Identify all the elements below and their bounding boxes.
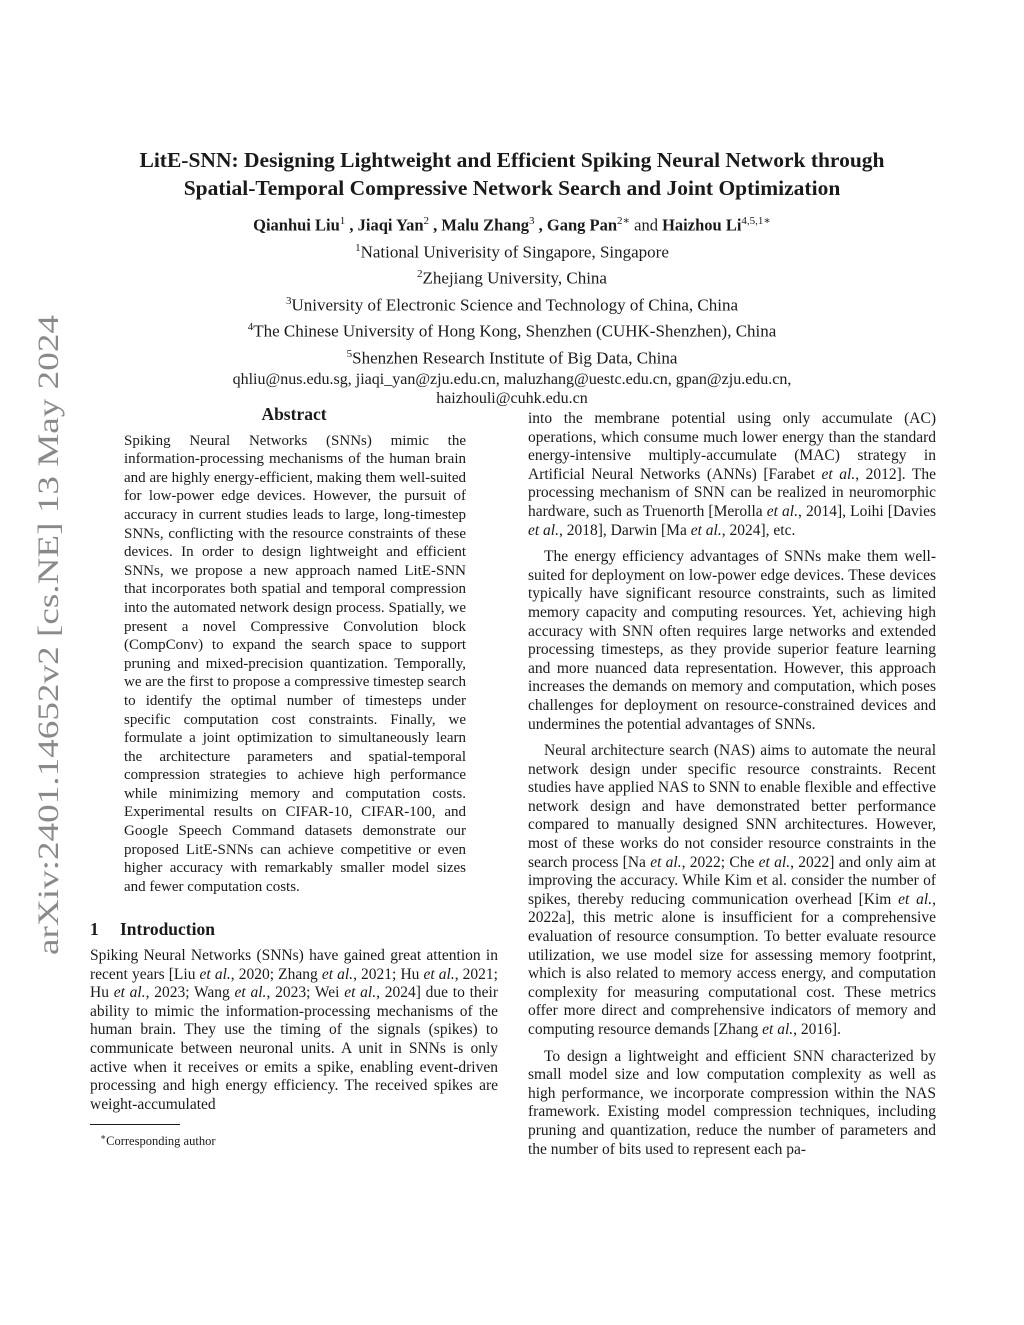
intro-paragraph: Spiking Neural Networks (SNNs) have gained great attention in recent years [Liu et al., 2020; Zhang et al., 2021; Hu et al., 2021; Hu et al., 2023; Wang et al., 2023; Wei et al., 2024] due to their ability to mimic the information-processing mechanisms of the human brain. They use the timing of the signals (spikes) to communicate between neuronal units. A unit in SNNs is only active when it receives or emits a spike, enabling event-driven processing and high energy efficiency. The received spikes are weight-accumulated [90, 947, 499, 1113]
author-list: Qianhui Liu$^1$ , Jiaqi Yan$^2$ , Malu Zhang$^3$ , Gang Pan$^{2∗}$ and Haizhou $Li^{4,5,1∗}$ [253, 215, 771, 235]
affiliation [60, 290, 964, 317]
section-title: Introduction [120, 919, 215, 940]
footnote-text: Corresponding author [106, 1134, 216, 1149]
affiliation-sup: 4 [247, 321, 254, 334]
and-word: and [634, 215, 658, 235]
author-name: Gang Pan [546, 215, 618, 235]
body-paragraph: Neural architecture search (NAS) aims to automate the neural network design under specific resource constraints. Recent studies have applied NAS to SNN to enable flexible and effective network design and have demonstrated better performance compared to manually designed SNN architectures. However, most of these works do not consider resource constraints in the search process [Na et al., 2022; Che et al., 2022] and only aim at improving the accuracy. While Kim et al. consider the number of spikes, thereby reducing communication overhead [Kim et al., 2022a], this metric alone is insufficient for a comprehensive evaluation of resource consumption. To better evaluate resource utilization, we use model size for assessing memory footprint, which is also related to memory access energy, and computation complexity for measuring computational cost. These metrics offer more direct and comprehensive indicators of memory and computing resource demands [Zhang et al., 2016]. [528, 742, 936, 1038]
affiliation-text: National Univerisity of Singapore, Singapore [360, 242, 669, 262]
arxiv-id-text: arXiv:2401.14652v2 [cs.NE] 13 May 2024 [32, 438, 65, 955]
right-column [528, 410, 936, 1159]
affiliation [60, 263, 964, 290]
affiliation-sup: 2 [417, 268, 423, 281]
affiliation [60, 343, 964, 370]
author-sup: 3 [529, 215, 535, 227]
paper-header [60, 146, 964, 408]
author-sup: 2 [423, 215, 430, 227]
affiliation-text: Shenzhen Research Institute of Big Data, China [352, 348, 678, 368]
affiliation [60, 237, 964, 264]
affiliation-text: University of Electronic Science and Technology of China, China [291, 295, 738, 315]
paper-title [60, 146, 964, 202]
body-paragraph: The energy efficiency advantages of SNNs make them well-suited for deployment on low-power edge devices. These devices typically have significant resource constraints, such as limited memory capacity and computing resources. Yet, achieving high accuracy with SNN often requires large networks and extended processing timesteps, as they provide superior feature learning and more nuanced data representation. However, this approach increases the demands on memory and computation, which poses challenges for deployment on resource-constrained devices and undermines the potential advantages of SNNs. [528, 548, 936, 733]
emails-line-2: haizhouli@cuhk.edu.cn [436, 389, 588, 407]
footnote [90, 1129, 498, 1149]
author-sup: 4,5,1∗ [741, 215, 771, 227]
body-paragraph: To design a lightweight and efficient SNN characterized by small model size and low computation complexity as well as high performance, we incorporate compression within the NAS framework. Existing model compression techniques, including pruning and quantization, reduce the number of parameters and the number of bits used to represent each pa- [528, 1047, 936, 1158]
footnote-rule [90, 1124, 180, 1125]
affiliation-sup: 3 [285, 294, 292, 307]
section-number: 1 [90, 919, 99, 940]
body-paragraph: into the membrane potential using only accumulate (AC) operations, which consume much lower energy than the standard energy-intensive multiply-accumulate (MAC) strategy in Artificial Neural Networks (ANNs) [Farabet et al., 2012]. The processing mechanism of SNN can be realized in neuromorphic hardware, such as Truenorth [Merolla et al., 2014], Loihi [Davies et al., 2018], Darwin [Ma et al., 2024], etc. [528, 410, 937, 539]
author-sup: 2∗ [617, 215, 631, 227]
affiliation-text: The Chinese University of Hong Kong, Shenzhen (CUHK-Shenzhen), China [253, 322, 777, 342]
section-heading-introduction [90, 920, 498, 939]
abstract-heading: Abstract [261, 404, 327, 424]
abstract-text: Spiking Neural Networks (SNNs) mimic the information-processing mechanisms of the human brain and are highly energy-efficient, making them well-suited for low-power edge devices. However, the pursuit of accuracy in current studies leads to large, long-timestep SNNs, conflicting with the resource constraints of these devices. In order to design lightweight and efficient SNNs, we propose a new approach named LitE-SNN that incorporates both spatial and temporal compression into the automated network design process. Spatially, we present a novel Compressive Convolution block (CompConv) to expand the search space to support pruning and mixed-precision quantization. Temporally, we are the first to propose a compressive timestep search to identify the optimal number of timesteps under specific computation cost constraints. Finally, we formulate a joint optimization to simultaneously learn the architecture parameters and spatial-temporal compression strategies to achieve high performance while minimizing memory and computation costs. Experimental results on CIFAR-10, CIFAR-100, and Google Speech Command datasets demonstrate our proposed LitE-SNNs can achieve competitive or even higher accuracy with remarkably smaller model sizes and fewer computation costs. [124, 432, 466, 895]
email-list [60, 370, 964, 408]
affiliation [60, 316, 964, 343]
footnote-mark: ∗ [100, 1132, 107, 1143]
left-column [90, 405, 498, 1150]
emails-line-1: qhliu@nus.edu.sg, jiaqi_yan@zju.edu.cn, maluzhang@uestc.edu.cn, gpan@zju.edu.cn, [232, 370, 792, 388]
author-sup: 1 [339, 215, 346, 227]
affiliation-sup: 1 [355, 241, 361, 254]
affiliation-sup: 5 [346, 348, 353, 361]
author-name: Jiaqi Yan [357, 215, 424, 235]
author-name: Haizhou Li [662, 215, 742, 235]
title-line-1: LitE-SNN: Designing Lightweight and Efficient Spiking Neural Network through [139, 148, 885, 172]
author-name: Qianhui Liu [253, 215, 340, 235]
affiliation-text: Zhejiang University, China [422, 268, 607, 288]
author-name: Malu Zhang [441, 215, 529, 235]
title-line-2: Spatial-Temporal Compressive Network Search and Joint Optimization [183, 176, 841, 200]
